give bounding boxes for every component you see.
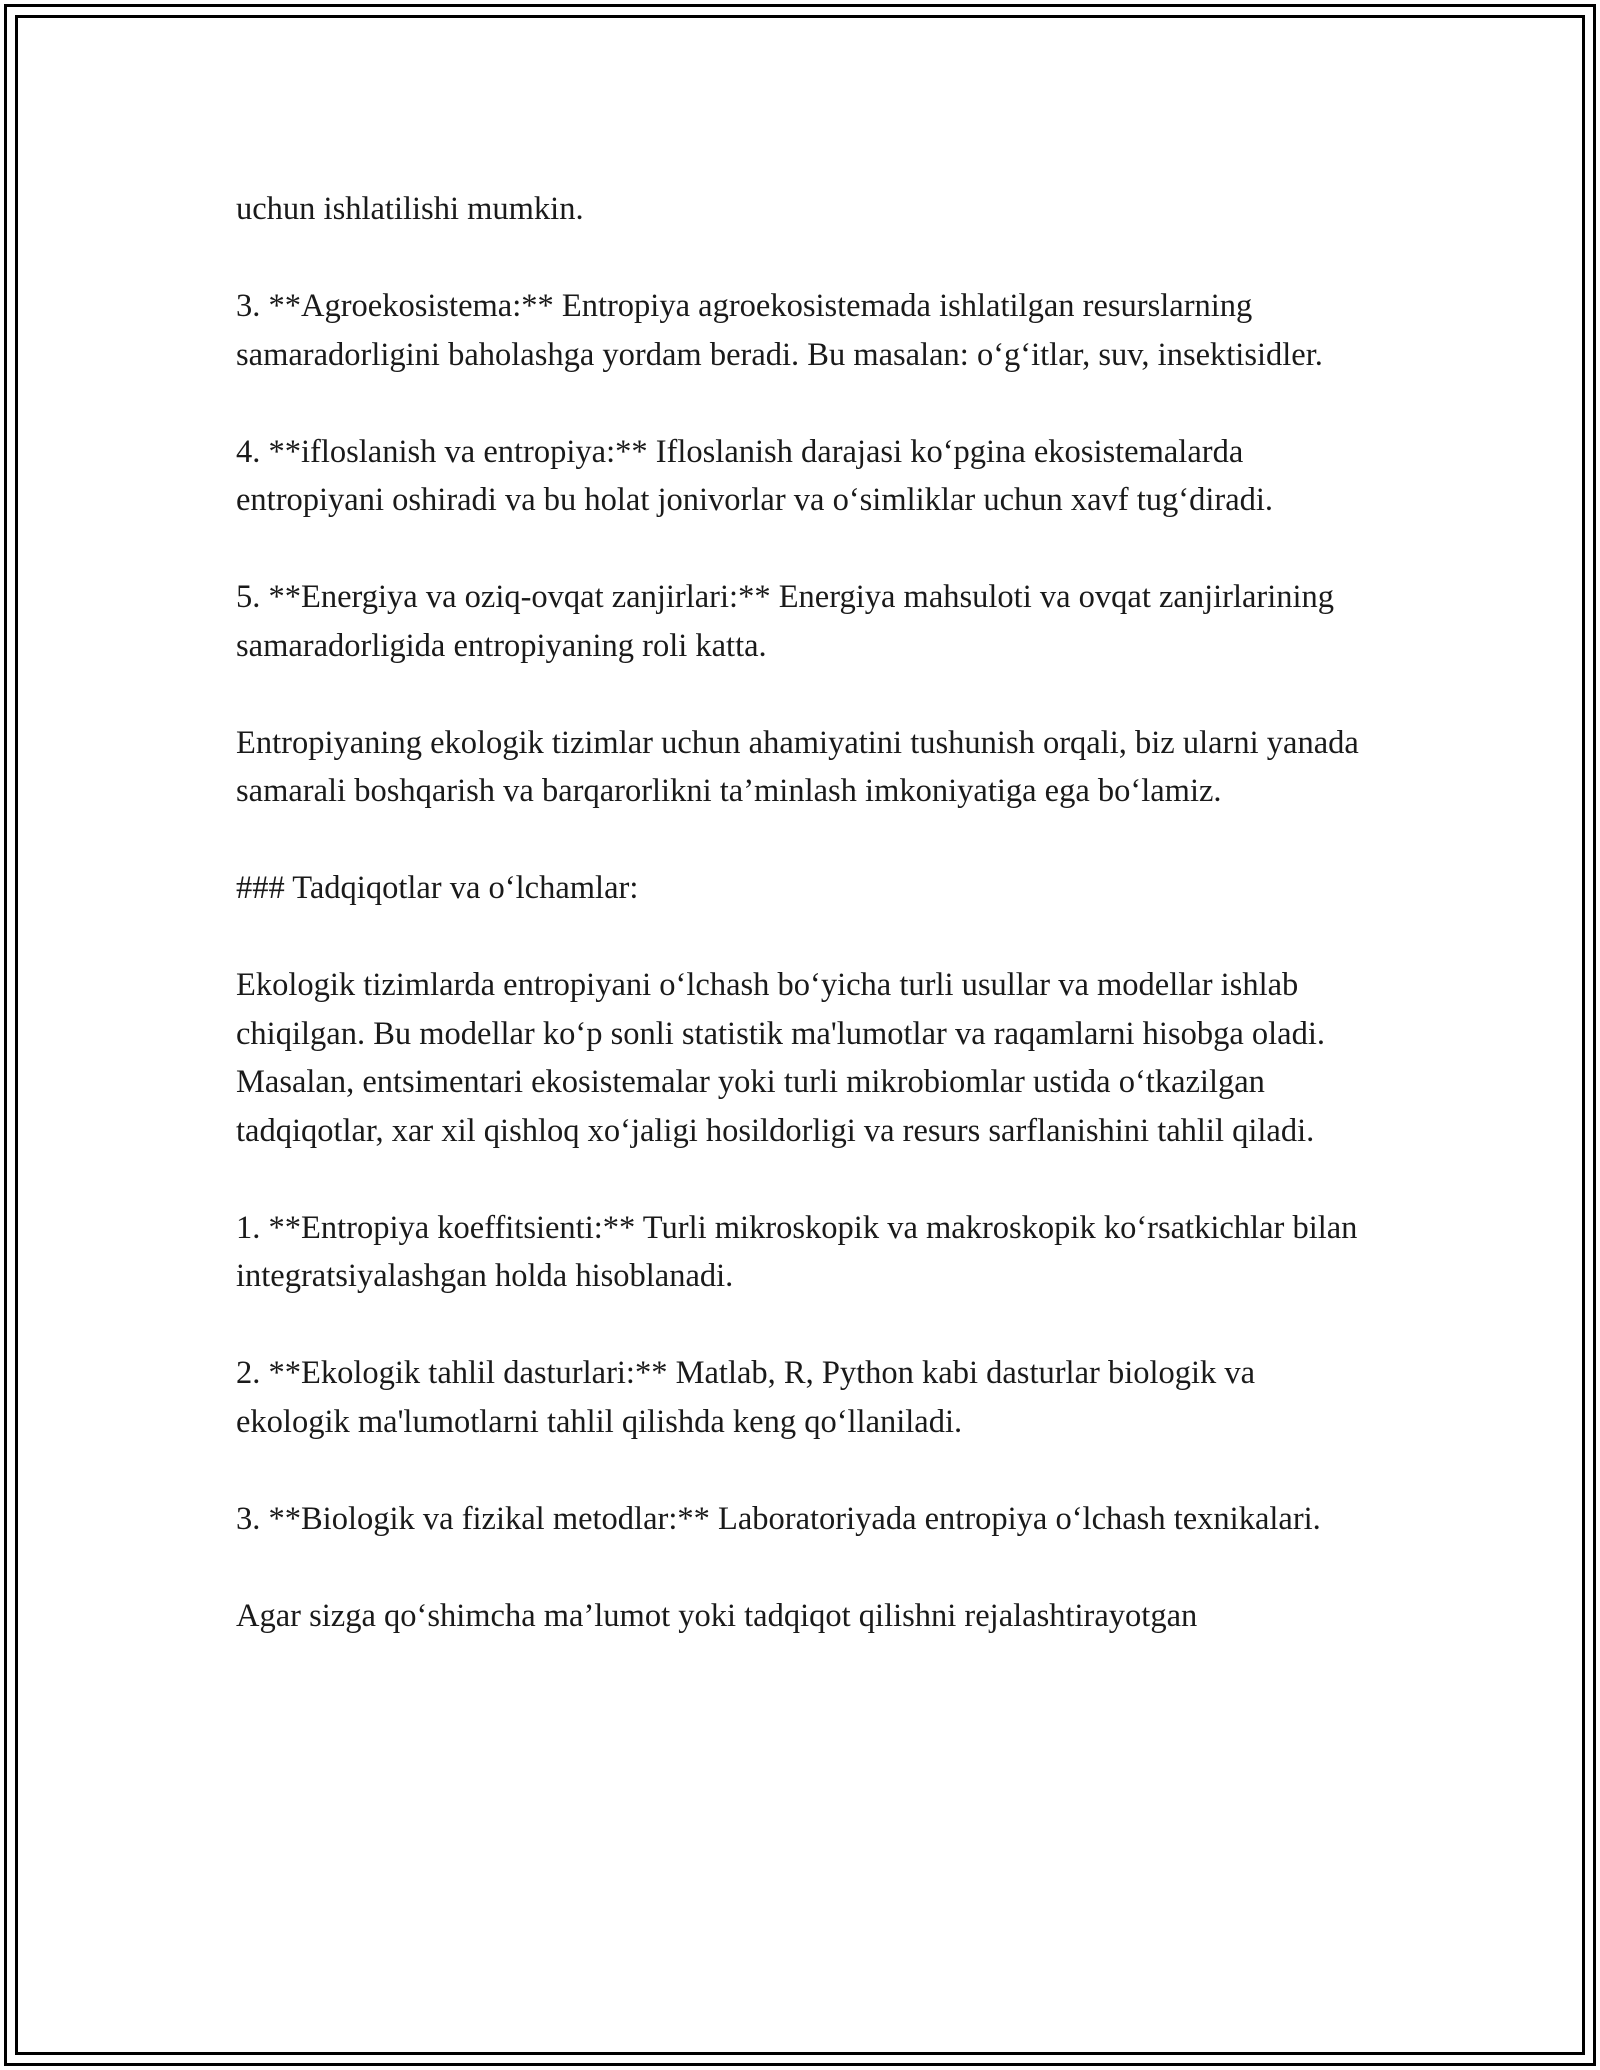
paragraph-continuation: uchun ishlatilishi mumkin.: [236, 191, 584, 227]
paragraph-research: Ekologik tizimlarda entropiyani o‘lchash bo‘yicha turli usullar va modellar ishlab chiqilgan. Bu modellar ko‘p sonli statistik ma'lumotlar va raqamlarni hisobga oladi. Masalan, entsimentari ekosistemalar yoki turli mikrobiomlar ustida o‘tkazilgan tadqiqotlar, xar xil qishloq xo‘jaligi hosildorligi va resurs sarflanishini tahlil qiladi.: [236, 967, 1325, 1149]
list-item-biologik-metodlar: 3. **Biologik va fizikal metodlar:** Laboratoriyada entropiya o‘lchash texnikalari.: [236, 1500, 1321, 1537]
section-heading: ### Tadqiqotlar va o‘lchamlar:: [236, 870, 639, 906]
list-item-ifloslanish: 4. **ifloslanish va entropiya:** Ifloslanish darajasi ko‘pgina ekosistemalarda entropiyani oshiradi va bu holat jonivorlar va o‘simliklar uchun xavf tug‘diradi.: [236, 433, 1274, 518]
document-body: [236, 185, 1366, 1640]
paragraph-closing: Agar sizga qo‘shimcha ma’lumot yoki tadqiqot qilishni rejalashtirayotgan: [236, 1597, 1198, 1634]
list-item-ekologik-tahlil: 2. **Ekologik tahlil dasturlari:** Matlab, R, Python kabi dasturlar biologik va ekologik ma'lumotlarni tahlil qilishda keng qo‘llaniladi.: [236, 1355, 1256, 1440]
paragraph-summary: Entropiyaning ekologik tizimlar uchun ahamiyatini tushunish orqali, biz ularni yanada samarali boshqarish va barqarorlikni ta’minlash imkoniyatiga ega bo‘lamiz.: [236, 724, 1359, 809]
list-item-entropiya-koeffitsienti: 1. **Entropiya koeffitsienti:** Turli mikroskopik va makroskopik ko‘rsatkichlar bilan integratsiyalashgan holda hisoblanadi.: [236, 1209, 1358, 1294]
list-item-agroekosistema: 3. **Agroekosistema:** Entropiya agroekosistemada ishlatilgan resurslarning samaradorligini baholashga yordam beradi. Bu masalan: o‘g‘itlar, suv, insektisidler.: [236, 288, 1323, 373]
list-item-energiya: 5. **Energiya va oziq-ovqat zanjirlari:** Energiya mahsuloti va ovqat zanjirlarining samaradorligida entropiyaning roli katta.: [236, 579, 1335, 664]
